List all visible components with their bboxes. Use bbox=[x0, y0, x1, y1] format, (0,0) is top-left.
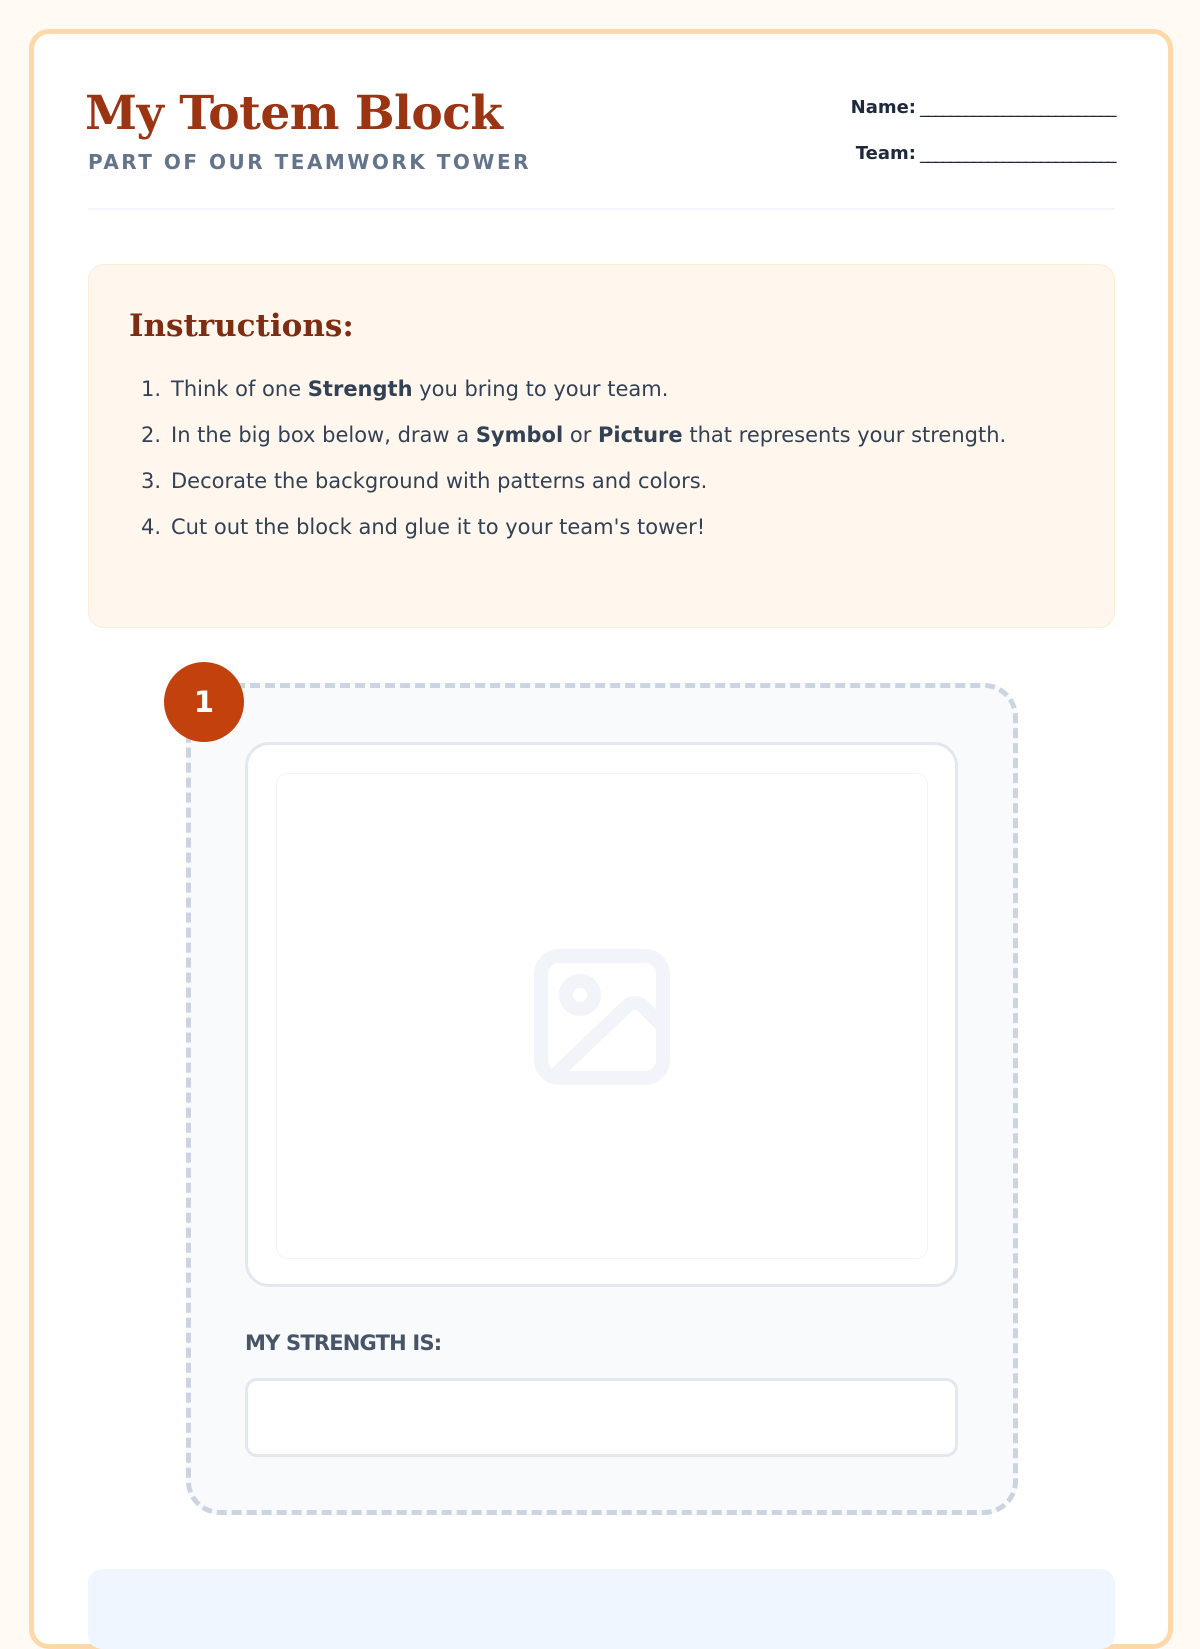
name-label: Name: bbox=[850, 97, 916, 118]
team-line: __________________________ bbox=[920, 143, 1115, 164]
step-text: Think of one Strength you bring to your team. bbox=[171, 377, 669, 401]
step-text: Decorate the background with patterns and colors. bbox=[171, 469, 708, 493]
instruction-step bbox=[141, 415, 1031, 455]
step-number: 1. bbox=[141, 377, 162, 401]
team-field[interactable] bbox=[856, 143, 1115, 164]
instruction-step bbox=[141, 369, 1031, 409]
step-number: 2. bbox=[141, 423, 162, 447]
step-number: 3. bbox=[141, 469, 162, 493]
page-subtitle: PART OF OUR TEAMWORK TOWER bbox=[88, 150, 532, 174]
step-text: In the big box below, draw a Symbol or Picture that represents your strength. bbox=[171, 423, 1007, 447]
instructions-title: Instructions: bbox=[129, 308, 354, 344]
name-field[interactable] bbox=[851, 97, 1115, 118]
page-title: My Totem Block bbox=[85, 86, 503, 141]
team-label: Team: bbox=[855, 143, 916, 164]
image-placeholder-icon bbox=[534, 949, 670, 1085]
instruction-step bbox=[141, 507, 1031, 547]
instruction-step bbox=[141, 461, 1031, 501]
step-text: Cut out the block and glue it to your team's tower! bbox=[171, 515, 706, 539]
strength-label: MY STRENGTH IS: bbox=[245, 1331, 442, 1355]
block-number-badge: 1 bbox=[164, 662, 244, 742]
name-line: __________________________ bbox=[920, 97, 1115, 118]
instructions-panel bbox=[88, 264, 1115, 628]
header-divider bbox=[88, 208, 1115, 210]
bottom-panel bbox=[88, 1569, 1115, 1649]
strength-input[interactable] bbox=[245, 1378, 958, 1457]
step-number: 4. bbox=[141, 515, 162, 539]
instructions-list bbox=[141, 369, 1031, 553]
